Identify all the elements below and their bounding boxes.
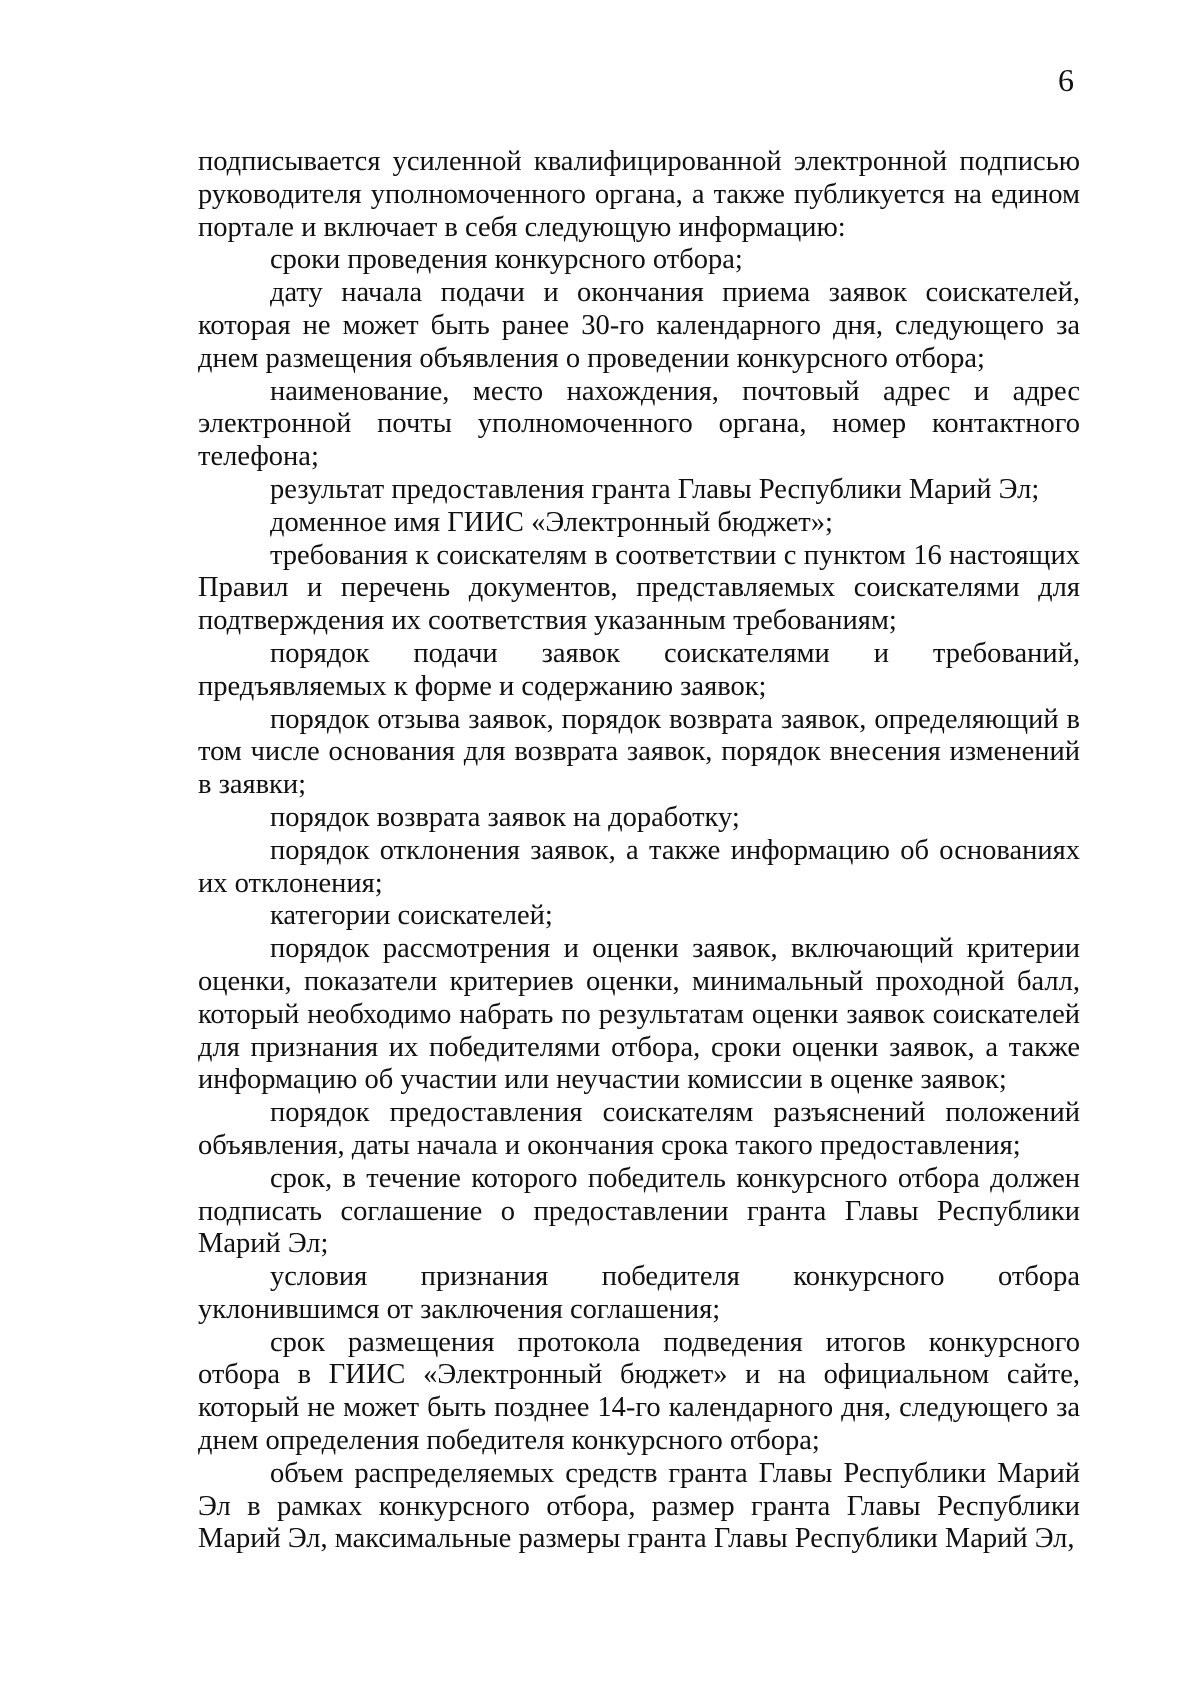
list-item-evaluation-procedure: порядок рассмотрения и оценки заявок, включающий критерии оценки, показатели критериев оценки, минимальный проходной балл, который необходимо набрать по результатам оценки заявок соискателей для признания их победителями отбора, сроки оценки заявок, а также информацию об участии или неучастии комиссии в оценке заявок; bbox=[198, 933, 1080, 1096]
list-item-rejection-procedure: порядок отклонения заявок, а также информацию об основаниях их отклонения; bbox=[198, 834, 1080, 899]
list-item-selection-timing: сроки проведения конкурсного отбора; bbox=[270, 244, 743, 276]
list-item-submission-procedure: порядок подачи заявок соискателями и требований, предъявляемых к форме и содержанию заявок; bbox=[198, 637, 1080, 702]
list-item-domain-name: доменное имя ГИИС «Электронный бюджет»; bbox=[270, 506, 833, 538]
body-text bbox=[198, 146, 1080, 1556]
list-item-agreement-deadline: срок, в течение которого победитель конкурсного отбора должен подписать соглашение о предоставлении гранта Главы Республики Марий Эл; bbox=[198, 1162, 1080, 1260]
list-item-authority-contacts: наименование, место нахождения, почтовый адрес и адрес электронной почты уполномоченного органа, номер контактного телефона; bbox=[198, 375, 1080, 473]
page-number: 6 bbox=[1058, 62, 1074, 98]
paragraph-continuation: подписывается усиленной квалифицированной электронной подписью руководителя уполномоченного органа, а также публикуется на едином портале и включает в себя следующую информацию: bbox=[198, 146, 1080, 243]
list-item-grant-result: результат предоставления гранта Главы Республики Марий Эл; bbox=[270, 473, 1040, 505]
list-item-protocol-deadline: срок размещения протокола подведения итогов конкурсного отбора в ГИИС «Электронный бюджет» и на официальном сайте, который не может быть позднее 14-го календарного дня, следующего за днем определения победителя конкурсного отбора; bbox=[198, 1326, 1080, 1457]
list-item-applicant-categories: категории соискателей; bbox=[270, 900, 553, 932]
list-item-revision-procedure: порядок возврата заявок на доработку; bbox=[270, 801, 740, 833]
list-item-evasion-conditions: условия признания победителя конкурсного отбора уклонившимся от заключения соглашения; bbox=[198, 1261, 1080, 1325]
list-item-application-dates: дату начала подачи и окончания приема заявок соискателей, которая не может быть ранее 30-го календарного дня, следующего за днем размещения объявления о проведении конкурсного отбора; bbox=[198, 277, 1080, 374]
list-item-withdrawal-procedure: порядок отзыва заявок, порядок возврата заявок, определяющий в том числе основания для возврата заявок, порядок внесения изменений в заявки; bbox=[198, 703, 1080, 801]
list-item-grant-volume: объем распределяемых средств гранта Главы Республики Марий Эл в рамках конкурсного отбора, размер гранта Главы Республики Марий Эл, максимальные размеры гранта Главы Республики Марий Эл, bbox=[198, 1457, 1080, 1555]
list-item-clarifications: порядок предоставления соискателям разъяснений положений объявления, даты начала и окончания срока такого предоставления; bbox=[198, 1097, 1080, 1161]
list-item-applicant-requirements: требования к соискателям в соответствии с пунктом 16 настоящих Правил и перечень документов, представляемых соискателями для подтверждения их соответствия указанным требованиям; bbox=[198, 539, 1080, 637]
